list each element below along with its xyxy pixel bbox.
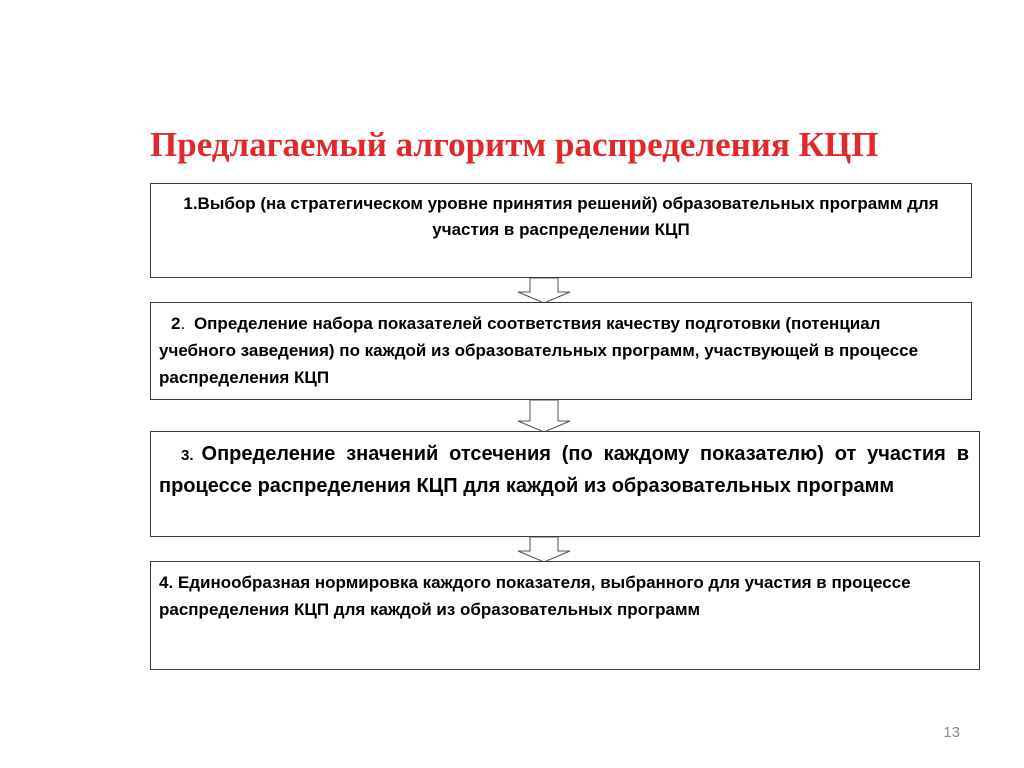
- step-2-number: 2: [171, 314, 181, 333]
- down-arrow-icon: [514, 278, 574, 303]
- slide-title: Предлагаемый алгоритм распределения КЦП: [150, 125, 879, 164]
- step-3-number: 3.: [181, 447, 194, 464]
- step-2-box: [150, 302, 972, 400]
- step-1-box: [150, 183, 972, 278]
- step-4-box: [150, 561, 980, 670]
- step-3-text: Определение значений отсечения (по каждому показателю) от участия в процессе распределения КЦП для каждой из образовательных программ: [159, 443, 969, 497]
- down-arrow-icon: [514, 400, 574, 432]
- step-2-number-suffix: .: [180, 314, 186, 333]
- page-number: 13: [943, 724, 960, 741]
- step-2-text: Определение набора показателей соответствия качеству подготовки (потенциал учебного заведения) по каждой из образовательных программ, участвующей в процессе распределения КЦП: [159, 314, 919, 387]
- step-2-paragraph: [159, 310, 961, 391]
- down-arrow-icon: [514, 537, 574, 562]
- step-4-text: 4. Единообразная нормировка каждого показателя, выбранного для участия в процессе распределения КЦП для каждой из образовательных программ: [159, 573, 911, 619]
- step-1-text: 1.Выбор (на стратегическом уровне принятия решений) образовательных программ для участия в распределении КЦП: [183, 194, 939, 239]
- step-3-box: [150, 431, 980, 537]
- step-3-paragraph: [159, 439, 969, 502]
